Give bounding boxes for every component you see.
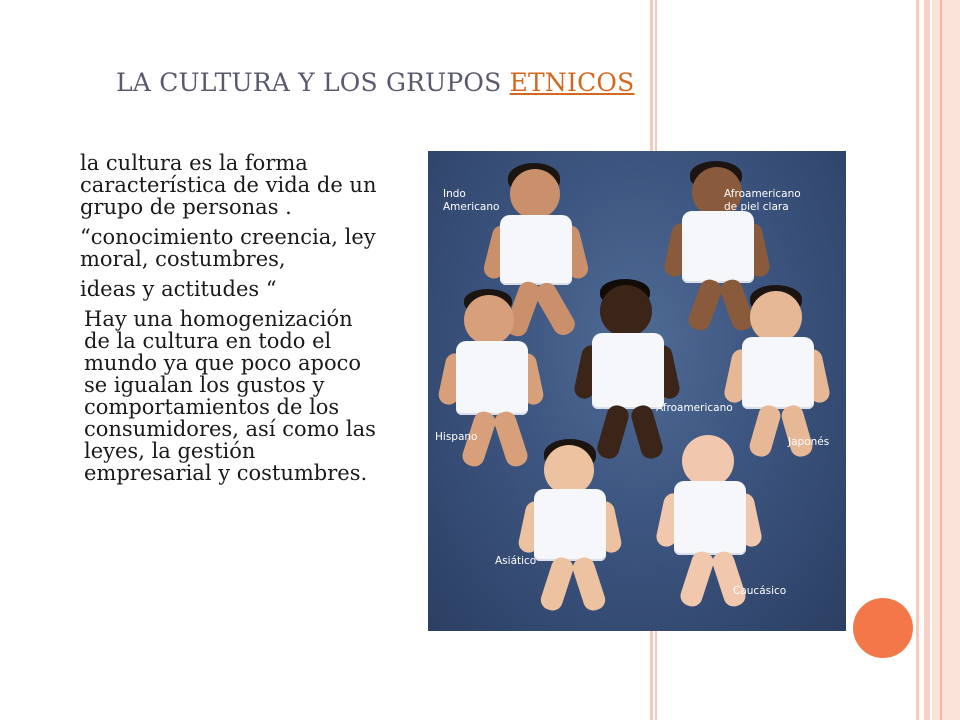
decorative-stripe: [916, 0, 919, 720]
label-asiatico: Asiático: [495, 555, 537, 567]
slide-title-text: LA CULTURA Y LOS GRUPOS: [116, 68, 510, 97]
decorative-stripe: [924, 0, 930, 720]
title-link-etnicos[interactable]: ETNICOS: [509, 68, 635, 97]
paragraph-homogenization: Hay una homogenización de la cultura en todo el mundo ya que poco apoco se igualan los gustos y comportamientos de los consumidores, así como las leyes, la gestión empresarial y costumbres.: [84, 307, 376, 485]
ethnic-dolls-photo: [428, 151, 846, 631]
label-japones: Japonés: [788, 436, 830, 448]
label-afroamericano: Afroamericano: [656, 402, 733, 414]
paragraph-quote-end: ideas y actitudes “: [80, 277, 277, 301]
slide-body: [80, 152, 380, 492]
paragraph-quote-start: “conocimiento creencia, ley moral, costumbres,: [80, 225, 376, 271]
accent-circle: [853, 598, 913, 658]
decorative-stripe: [940, 0, 942, 720]
label-caucasico: Caucásico: [733, 585, 787, 597]
slide-title: [116, 68, 634, 97]
paragraph-definition: la cultura es la forma característica de vida de un grupo de personas .: [80, 151, 377, 219]
decorative-stripe: [932, 0, 960, 720]
label-indo-americano: Indo Americano: [443, 188, 500, 213]
label-afro-piel-clara: Afroamericano de piel clara: [724, 188, 801, 213]
label-hispano: Hispano: [435, 431, 478, 443]
